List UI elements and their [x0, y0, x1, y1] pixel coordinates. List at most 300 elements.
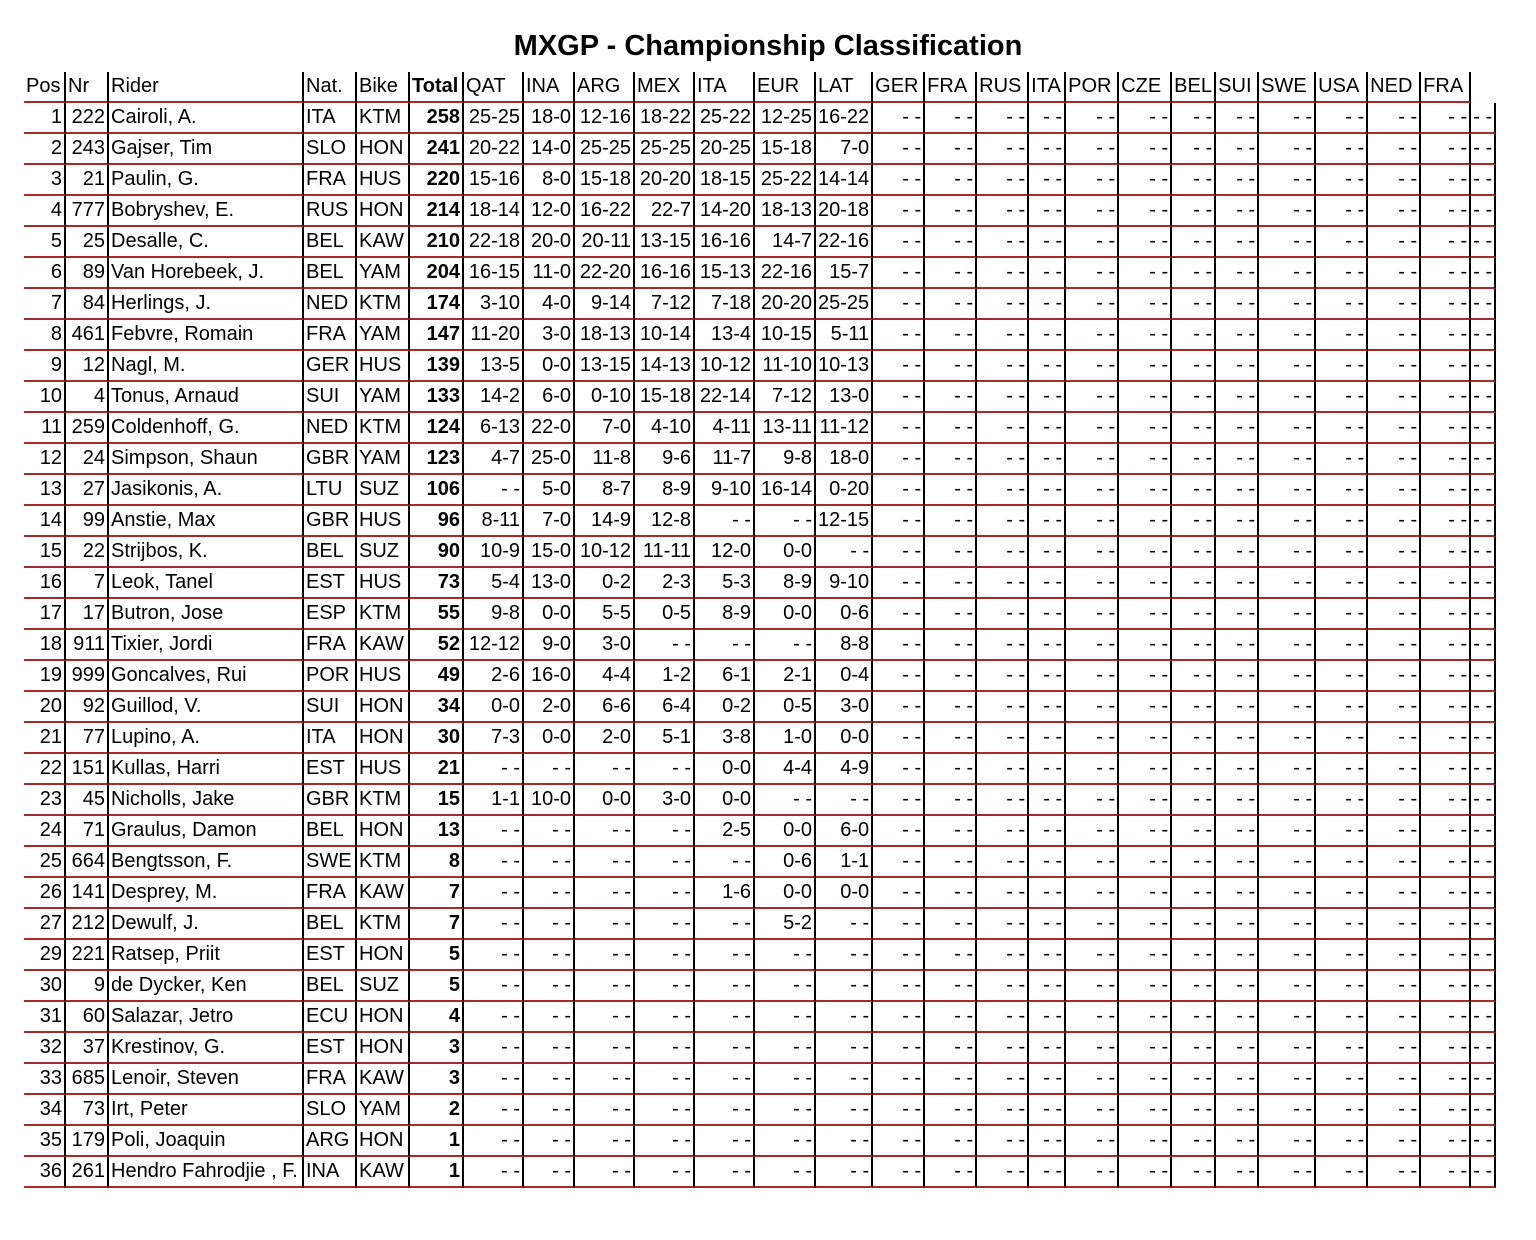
round-result-cell: 12-25 [755, 103, 816, 134]
round-result-cell: - - [1066, 692, 1119, 723]
round-result-cell: - - [1172, 847, 1216, 878]
round-result-cell: - - [1066, 258, 1119, 289]
round-result-cell: - - [873, 723, 925, 754]
nr-cell: 99 [66, 506, 109, 537]
bike-cell: HUS [357, 165, 410, 196]
nat-cell: BEL [304, 909, 357, 940]
round-result-cell: 14-9 [575, 506, 635, 537]
round-result-cell: - - [977, 599, 1029, 630]
nat-cell: SWE [304, 847, 357, 878]
round-result-cell: - - [1368, 599, 1421, 630]
round-result-cell: 10-15 [755, 320, 816, 351]
round-result-cell: 6-13 [464, 413, 524, 444]
round-result-cell: - - [1029, 1033, 1066, 1064]
round-result-cell: - - [1259, 289, 1316, 320]
round-result-cell: - - [635, 940, 695, 971]
round-result-cell: - - [1216, 909, 1259, 940]
round-result-cell: - - [977, 382, 1029, 413]
round-result-cell: - - [1471, 444, 1496, 475]
round-result-cell: - - [873, 134, 925, 165]
round-result-cell: 4-4 [575, 661, 635, 692]
round-result-cell: - - [1216, 444, 1259, 475]
round-result-cell: 12-0 [524, 196, 575, 227]
nr-cell: 151 [66, 754, 109, 785]
column-header: FRA [1421, 72, 1471, 103]
round-result-cell: - - [1066, 630, 1119, 661]
round-result-cell: - - [977, 785, 1029, 816]
round-result-cell: 22-14 [695, 382, 755, 413]
round-result-cell: 2-3 [635, 568, 695, 599]
round-result-cell: - - [1119, 165, 1172, 196]
round-result-cell: - - [755, 1126, 816, 1157]
round-result-cell: - - [695, 1157, 755, 1188]
column-header: MEX [635, 72, 695, 103]
nr-cell: 73 [66, 1095, 109, 1126]
round-result-cell: 12-12 [464, 630, 524, 661]
round-result-cell: - - [1066, 134, 1119, 165]
round-result-cell: - - [977, 258, 1029, 289]
bike-cell: YAM [357, 444, 410, 475]
nr-cell: 22 [66, 537, 109, 568]
round-result-cell: - - [925, 444, 977, 475]
round-result-cell: - - [925, 661, 977, 692]
rider-cell: Anstie, Max [109, 506, 304, 537]
round-result-cell: - - [695, 847, 755, 878]
pos-cell: 27 [24, 909, 66, 940]
round-result-cell: - - [873, 1126, 925, 1157]
round-result-cell: - - [1066, 506, 1119, 537]
round-result-cell: - - [1368, 1126, 1421, 1157]
round-result-cell: - - [816, 1126, 873, 1157]
round-result-cell: - - [1259, 630, 1316, 661]
round-result-cell: - - [1119, 816, 1172, 847]
round-result-cell: 3-8 [695, 723, 755, 754]
round-result-cell: - - [635, 1033, 695, 1064]
round-result-cell: - - [1368, 661, 1421, 692]
bike-cell: KAW [357, 1157, 410, 1188]
round-result-cell: - - [1119, 382, 1172, 413]
round-result-cell: 22-16 [816, 227, 873, 258]
total-cell: 3 [410, 1064, 464, 1095]
rider-cell: Kullas, Harri [109, 754, 304, 785]
round-result-cell: 20-20 [755, 289, 816, 320]
round-result-cell: 22-7 [635, 196, 695, 227]
round-result-cell: 10-14 [635, 320, 695, 351]
round-result-cell: - - [1316, 630, 1368, 661]
round-result-cell: - - [1316, 909, 1368, 940]
round-result-cell: - - [1471, 754, 1496, 785]
round-result-cell: - - [1066, 568, 1119, 599]
round-result-cell: - - [1216, 785, 1259, 816]
round-result-cell: - - [1421, 816, 1471, 847]
round-result-cell: 5-1 [635, 723, 695, 754]
rider-cell: Leok, Tanel [109, 568, 304, 599]
table-row [24, 1064, 1496, 1095]
round-result-cell: - - [1119, 599, 1172, 630]
round-result-cell: - - [977, 630, 1029, 661]
column-header: Rider [109, 72, 304, 103]
bike-cell: KTM [357, 847, 410, 878]
round-result-cell: - - [1259, 165, 1316, 196]
round-result-cell: - - [873, 1033, 925, 1064]
round-result-cell: 0-6 [755, 847, 816, 878]
round-result-cell: - - [1259, 382, 1316, 413]
round-result-cell: - - [925, 227, 977, 258]
round-result-cell: - - [1216, 103, 1259, 134]
round-result-cell: - - [1172, 878, 1216, 909]
round-result-cell: - - [1368, 878, 1421, 909]
round-result-cell: - - [755, 1157, 816, 1188]
round-result-cell: - - [1316, 1126, 1368, 1157]
total-cell: 15 [410, 785, 464, 816]
nat-cell: NED [304, 289, 357, 320]
bike-cell: YAM [357, 382, 410, 413]
round-result-cell: - - [1119, 909, 1172, 940]
round-result-cell: - - [816, 1157, 873, 1188]
round-result-cell: - - [464, 878, 524, 909]
nr-cell: 12 [66, 351, 109, 382]
round-result-cell: - - [635, 754, 695, 785]
round-result-cell: - - [755, 1064, 816, 1095]
round-result-cell: 14-2 [464, 382, 524, 413]
round-result-cell: 18-13 [755, 196, 816, 227]
round-result-cell: - - [873, 661, 925, 692]
bike-cell: KTM [357, 909, 410, 940]
rider-cell: Krestinov, G. [109, 1033, 304, 1064]
nr-cell: 25 [66, 227, 109, 258]
rider-cell: Tonus, Arnaud [109, 382, 304, 413]
round-result-cell: - - [925, 506, 977, 537]
column-header: LAT [816, 72, 873, 103]
nr-cell: 212 [66, 909, 109, 940]
round-result-cell: 20-11 [575, 227, 635, 258]
standings-table [24, 72, 1496, 1188]
round-result-cell: - - [1216, 506, 1259, 537]
round-result-cell: - - [1029, 103, 1066, 134]
round-result-cell: - - [977, 909, 1029, 940]
round-result-cell: - - [1259, 103, 1316, 134]
round-result-cell: - - [1172, 816, 1216, 847]
round-result-cell: - - [977, 816, 1029, 847]
round-result-cell: - - [524, 878, 575, 909]
round-result-cell: 22-16 [755, 258, 816, 289]
round-result-cell: 8-9 [755, 568, 816, 599]
round-result-cell: 9-8 [464, 599, 524, 630]
round-result-cell: - - [1421, 692, 1471, 723]
round-result-cell: - - [1471, 382, 1496, 413]
round-result-cell: 15-7 [816, 258, 873, 289]
round-result-cell: - - [1119, 506, 1172, 537]
bike-cell: KTM [357, 289, 410, 320]
round-result-cell: 4-9 [816, 754, 873, 785]
nat-cell: FRA [304, 165, 357, 196]
round-result-cell: 16-16 [695, 227, 755, 258]
nat-cell: NED [304, 413, 357, 444]
total-cell: 96 [410, 506, 464, 537]
round-result-cell: - - [1172, 940, 1216, 971]
round-result-cell: 0-0 [695, 785, 755, 816]
round-result-cell: - - [1421, 506, 1471, 537]
round-result-cell: - - [1368, 816, 1421, 847]
round-result-cell: 25-22 [695, 103, 755, 134]
round-result-cell: - - [524, 909, 575, 940]
table-row [24, 1126, 1496, 1157]
round-result-cell: - - [1119, 878, 1172, 909]
nat-cell: EST [304, 754, 357, 785]
rider-cell: Jasikonis, A. [109, 475, 304, 506]
total-cell: 13 [410, 816, 464, 847]
round-result-cell: - - [1172, 1064, 1216, 1095]
round-result-cell: - - [977, 444, 1029, 475]
column-header: Bike [357, 72, 410, 103]
round-result-cell: - - [1216, 971, 1259, 1002]
round-result-cell: - - [925, 599, 977, 630]
round-result-cell: - - [1421, 320, 1471, 351]
round-result-cell: - - [925, 692, 977, 723]
round-result-cell: - - [1216, 196, 1259, 227]
round-result-cell: - - [1368, 723, 1421, 754]
round-result-cell: - - [873, 475, 925, 506]
table-row [24, 320, 1496, 351]
round-result-cell: - - [1119, 103, 1172, 134]
nr-cell: 4 [66, 382, 109, 413]
round-result-cell: - - [1259, 878, 1316, 909]
round-result-cell: - - [1316, 878, 1368, 909]
round-result-cell: - - [635, 878, 695, 909]
table-row [24, 754, 1496, 785]
nat-cell: ECU [304, 1002, 357, 1033]
round-result-cell: - - [1119, 444, 1172, 475]
round-result-cell: 9-8 [755, 444, 816, 475]
round-result-cell: - - [635, 1157, 695, 1188]
round-result-cell: - - [1029, 661, 1066, 692]
round-result-cell: - - [873, 351, 925, 382]
round-result-cell: - - [1029, 134, 1066, 165]
round-result-cell: - - [1029, 196, 1066, 227]
round-result-cell: - - [1029, 940, 1066, 971]
total-cell: 90 [410, 537, 464, 568]
round-result-cell: - - [1368, 444, 1421, 475]
round-result-cell: 8-11 [464, 506, 524, 537]
round-result-cell: - - [575, 816, 635, 847]
round-result-cell: - - [1316, 568, 1368, 599]
round-result-cell: 14-7 [755, 227, 816, 258]
round-result-cell: - - [1471, 971, 1496, 1002]
column-header: Pos [24, 72, 66, 103]
round-result-cell: 2-6 [464, 661, 524, 692]
round-result-cell: - - [1471, 320, 1496, 351]
rider-cell: Strijbos, K. [109, 537, 304, 568]
table-row [24, 1002, 1496, 1033]
round-result-cell: - - [816, 909, 873, 940]
nat-cell: INA [304, 1157, 357, 1188]
round-result-cell: 15-0 [524, 537, 575, 568]
round-result-cell: - - [1421, 754, 1471, 785]
round-result-cell: - - [1259, 568, 1316, 599]
round-result-cell: - - [977, 847, 1029, 878]
rider-cell: Gajser, Tim [109, 134, 304, 165]
round-result-cell: - - [1066, 351, 1119, 382]
round-result-cell: - - [873, 382, 925, 413]
round-result-cell: 7-12 [755, 382, 816, 413]
round-result-cell: - - [1471, 1157, 1496, 1188]
round-result-cell: 18-14 [464, 196, 524, 227]
round-result-cell: - - [977, 103, 1029, 134]
round-result-cell: - - [1259, 1157, 1316, 1188]
round-result-cell: - - [816, 1095, 873, 1126]
round-result-cell: 14-0 [524, 134, 575, 165]
round-result-cell: - - [1066, 971, 1119, 1002]
round-result-cell: - - [925, 878, 977, 909]
round-result-cell: - - [1421, 971, 1471, 1002]
round-result-cell: - - [1259, 475, 1316, 506]
round-result-cell: 13-11 [755, 413, 816, 444]
nr-cell: 221 [66, 940, 109, 971]
round-result-cell: - - [1471, 1064, 1496, 1095]
rider-cell: Tixier, Jordi [109, 630, 304, 661]
round-result-cell: 2-5 [695, 816, 755, 847]
round-result-cell: - - [873, 1157, 925, 1188]
bike-cell: HUS [357, 568, 410, 599]
round-result-cell: - - [1172, 227, 1216, 258]
nr-cell: 45 [66, 785, 109, 816]
round-result-cell: - - [575, 909, 635, 940]
round-result-cell: 4-11 [695, 413, 755, 444]
total-cell: 7 [410, 878, 464, 909]
total-cell: 133 [410, 382, 464, 413]
round-result-cell: - - [1172, 754, 1216, 785]
bike-cell: SUZ [357, 475, 410, 506]
round-result-cell: - - [816, 1033, 873, 1064]
pos-cell: 29 [24, 940, 66, 971]
round-result-cell: 16-22 [816, 103, 873, 134]
round-result-cell: - - [1316, 1095, 1368, 1126]
round-result-cell: - - [1066, 165, 1119, 196]
round-result-cell: - - [1368, 1095, 1421, 1126]
round-result-cell: - - [1421, 1033, 1471, 1064]
round-result-cell: - - [755, 1002, 816, 1033]
table-row [24, 351, 1496, 382]
round-result-cell: - - [1259, 351, 1316, 382]
round-result-cell: - - [925, 1033, 977, 1064]
nat-cell: RUS [304, 196, 357, 227]
round-result-cell: - - [1216, 475, 1259, 506]
round-result-cell: - - [1259, 506, 1316, 537]
nr-cell: 243 [66, 134, 109, 165]
table-row [24, 289, 1496, 320]
total-cell: 204 [410, 258, 464, 289]
round-result-cell: - - [695, 940, 755, 971]
nat-cell: BEL [304, 537, 357, 568]
pos-cell: 16 [24, 568, 66, 599]
pos-cell: 30 [24, 971, 66, 1002]
round-result-cell: - - [1471, 909, 1496, 940]
table-row [24, 1033, 1496, 1064]
round-result-cell: - - [1471, 785, 1496, 816]
round-result-cell: - - [873, 289, 925, 320]
nat-cell: GBR [304, 785, 357, 816]
round-result-cell: 9-0 [524, 630, 575, 661]
round-result-cell: - - [1172, 196, 1216, 227]
column-header: ARG [575, 72, 635, 103]
pos-cell: 15 [24, 537, 66, 568]
bike-cell: SUZ [357, 537, 410, 568]
round-result-cell: 3-0 [816, 692, 873, 723]
round-result-cell: 0-2 [575, 568, 635, 599]
round-result-cell: - - [1421, 103, 1471, 134]
pos-cell: 3 [24, 165, 66, 196]
round-result-cell: - - [977, 1157, 1029, 1188]
bike-cell: KAW [357, 1064, 410, 1095]
round-result-cell: - - [1216, 723, 1259, 754]
total-cell: 1 [410, 1126, 464, 1157]
round-result-cell: - - [816, 1064, 873, 1095]
round-result-cell: 1-0 [755, 723, 816, 754]
round-result-cell: - - [1172, 1033, 1216, 1064]
round-result-cell: - - [1259, 196, 1316, 227]
nat-cell: SUI [304, 692, 357, 723]
round-result-cell: - - [524, 971, 575, 1002]
round-result-cell: - - [464, 1126, 524, 1157]
round-result-cell: 0-2 [695, 692, 755, 723]
round-result-cell: - - [873, 816, 925, 847]
pos-cell: 21 [24, 723, 66, 754]
round-result-cell: - - [1471, 506, 1496, 537]
round-result-cell: - - [1368, 413, 1421, 444]
round-result-cell: - - [1029, 227, 1066, 258]
round-result-cell: - - [1216, 1002, 1259, 1033]
round-result-cell: - - [873, 1064, 925, 1095]
round-result-cell: - - [1216, 413, 1259, 444]
round-result-cell: - - [925, 382, 977, 413]
table-row [24, 630, 1496, 661]
round-result-cell: - - [1421, 258, 1471, 289]
round-result-cell: - - [1029, 1126, 1066, 1157]
round-result-cell: - - [635, 630, 695, 661]
pos-cell: 32 [24, 1033, 66, 1064]
total-cell: 30 [410, 723, 464, 754]
round-result-cell: - - [1216, 692, 1259, 723]
round-result-cell: - - [1368, 940, 1421, 971]
round-result-cell: - - [1119, 475, 1172, 506]
round-result-cell: 7-3 [464, 723, 524, 754]
round-result-cell: - - [1259, 754, 1316, 785]
total-cell: 49 [410, 661, 464, 692]
round-result-cell: - - [575, 1095, 635, 1126]
round-result-cell: - - [1316, 1064, 1368, 1095]
round-result-cell: - - [1119, 971, 1172, 1002]
pos-cell: 22 [24, 754, 66, 785]
pos-cell: 10 [24, 382, 66, 413]
round-result-cell: - - [755, 971, 816, 1002]
round-result-cell: - - [1216, 754, 1259, 785]
round-result-cell: - - [1368, 630, 1421, 661]
round-result-cell: - - [1421, 289, 1471, 320]
round-result-cell: - - [1421, 723, 1471, 754]
round-result-cell: - - [1471, 692, 1496, 723]
round-result-cell: - - [1119, 1095, 1172, 1126]
nat-cell: BEL [304, 971, 357, 1002]
round-result-cell: - - [635, 816, 695, 847]
round-result-cell: - - [1316, 351, 1368, 382]
round-result-cell: - - [464, 475, 524, 506]
round-result-cell: - - [1316, 196, 1368, 227]
nat-cell: ESP [304, 599, 357, 630]
pos-cell: 24 [24, 816, 66, 847]
round-result-cell: - - [1421, 599, 1471, 630]
round-result-cell: - - [1421, 413, 1471, 444]
round-result-cell: - - [1259, 320, 1316, 351]
